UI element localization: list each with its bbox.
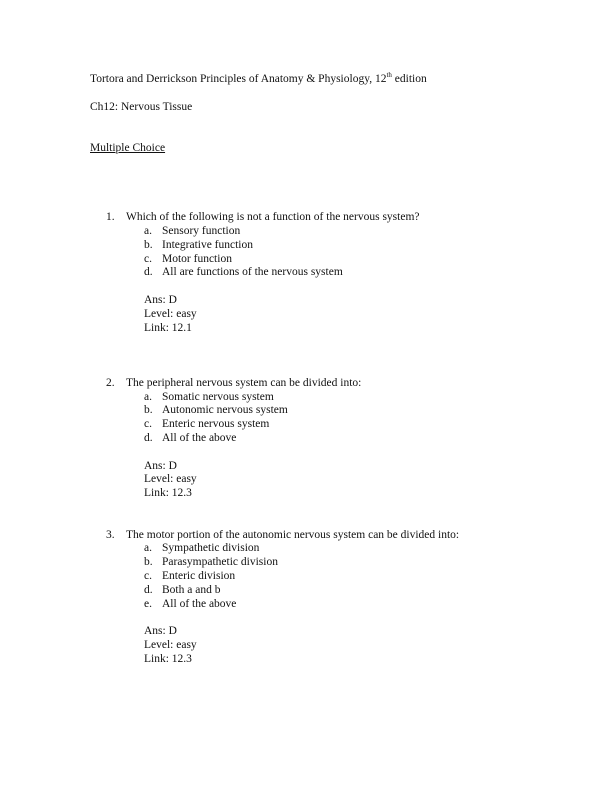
option-text: Somatic nervous system — [162, 391, 274, 403]
title-main: Tortora and Derrickson Principles of Anatomy & Physiology, 12 — [90, 73, 387, 85]
option-letter: a. — [144, 391, 152, 403]
question-text: The motor portion of the autonomic nervous system can be divided into: — [126, 529, 460, 541]
option-letter: b. — [144, 556, 153, 568]
section-heading: Multiple Choice — [90, 142, 166, 154]
option-text: Sensory function — [162, 225, 241, 237]
option-text: All of the above — [162, 432, 237, 444]
option-text: Enteric division — [162, 570, 236, 582]
difficulty-level: Level: easy — [144, 639, 197, 651]
section-link: Link: 12.3 — [144, 487, 192, 499]
question-text: The peripheral nervous system can be divided into: — [126, 377, 362, 389]
option-text: All are functions of the nervous system — [162, 266, 343, 278]
title-superscript: th — [386, 71, 392, 80]
option-letter: b. — [144, 239, 153, 251]
option-letter: a. — [144, 542, 152, 554]
difficulty-level: Level: easy — [144, 473, 197, 485]
option-letter: c. — [144, 570, 152, 582]
chapter-heading: Ch12: Nervous Tissue — [90, 101, 193, 113]
option-letter: d. — [144, 584, 153, 596]
option-letter: c. — [144, 418, 152, 430]
document-title — [90, 72, 427, 86]
question-number: 1. — [106, 211, 115, 223]
option-text: Sympathetic division — [162, 542, 260, 554]
option-letter: c. — [144, 253, 152, 265]
title-end: edition — [391, 73, 427, 85]
question-number: 2. — [106, 377, 115, 389]
option-letter: a. — [144, 225, 152, 237]
option-text: Motor function — [162, 253, 232, 265]
option-text: Parasympathetic division — [162, 556, 278, 568]
option-letter: e. — [144, 598, 152, 610]
difficulty-level: Level: easy — [144, 308, 197, 320]
option-letter: b. — [144, 404, 153, 416]
section-link: Link: 12.1 — [144, 322, 192, 334]
section-link: Link: 12.3 — [144, 653, 192, 665]
answer-key: Ans: D — [144, 460, 177, 472]
option-letter: d. — [144, 432, 153, 444]
option-text: Integrative function — [162, 239, 254, 251]
option-text: Both a and b — [162, 584, 221, 596]
option-text: Enteric nervous system — [162, 418, 270, 430]
answer-key: Ans: D — [144, 625, 177, 637]
option-text: All of the above — [162, 598, 237, 610]
option-text: Autonomic nervous system — [162, 404, 288, 416]
option-letter: d. — [144, 266, 153, 278]
answer-key: Ans: D — [144, 294, 177, 306]
question-text: Which of the following is not a function of the nervous system? — [126, 211, 420, 223]
question-number: 3. — [106, 529, 115, 541]
